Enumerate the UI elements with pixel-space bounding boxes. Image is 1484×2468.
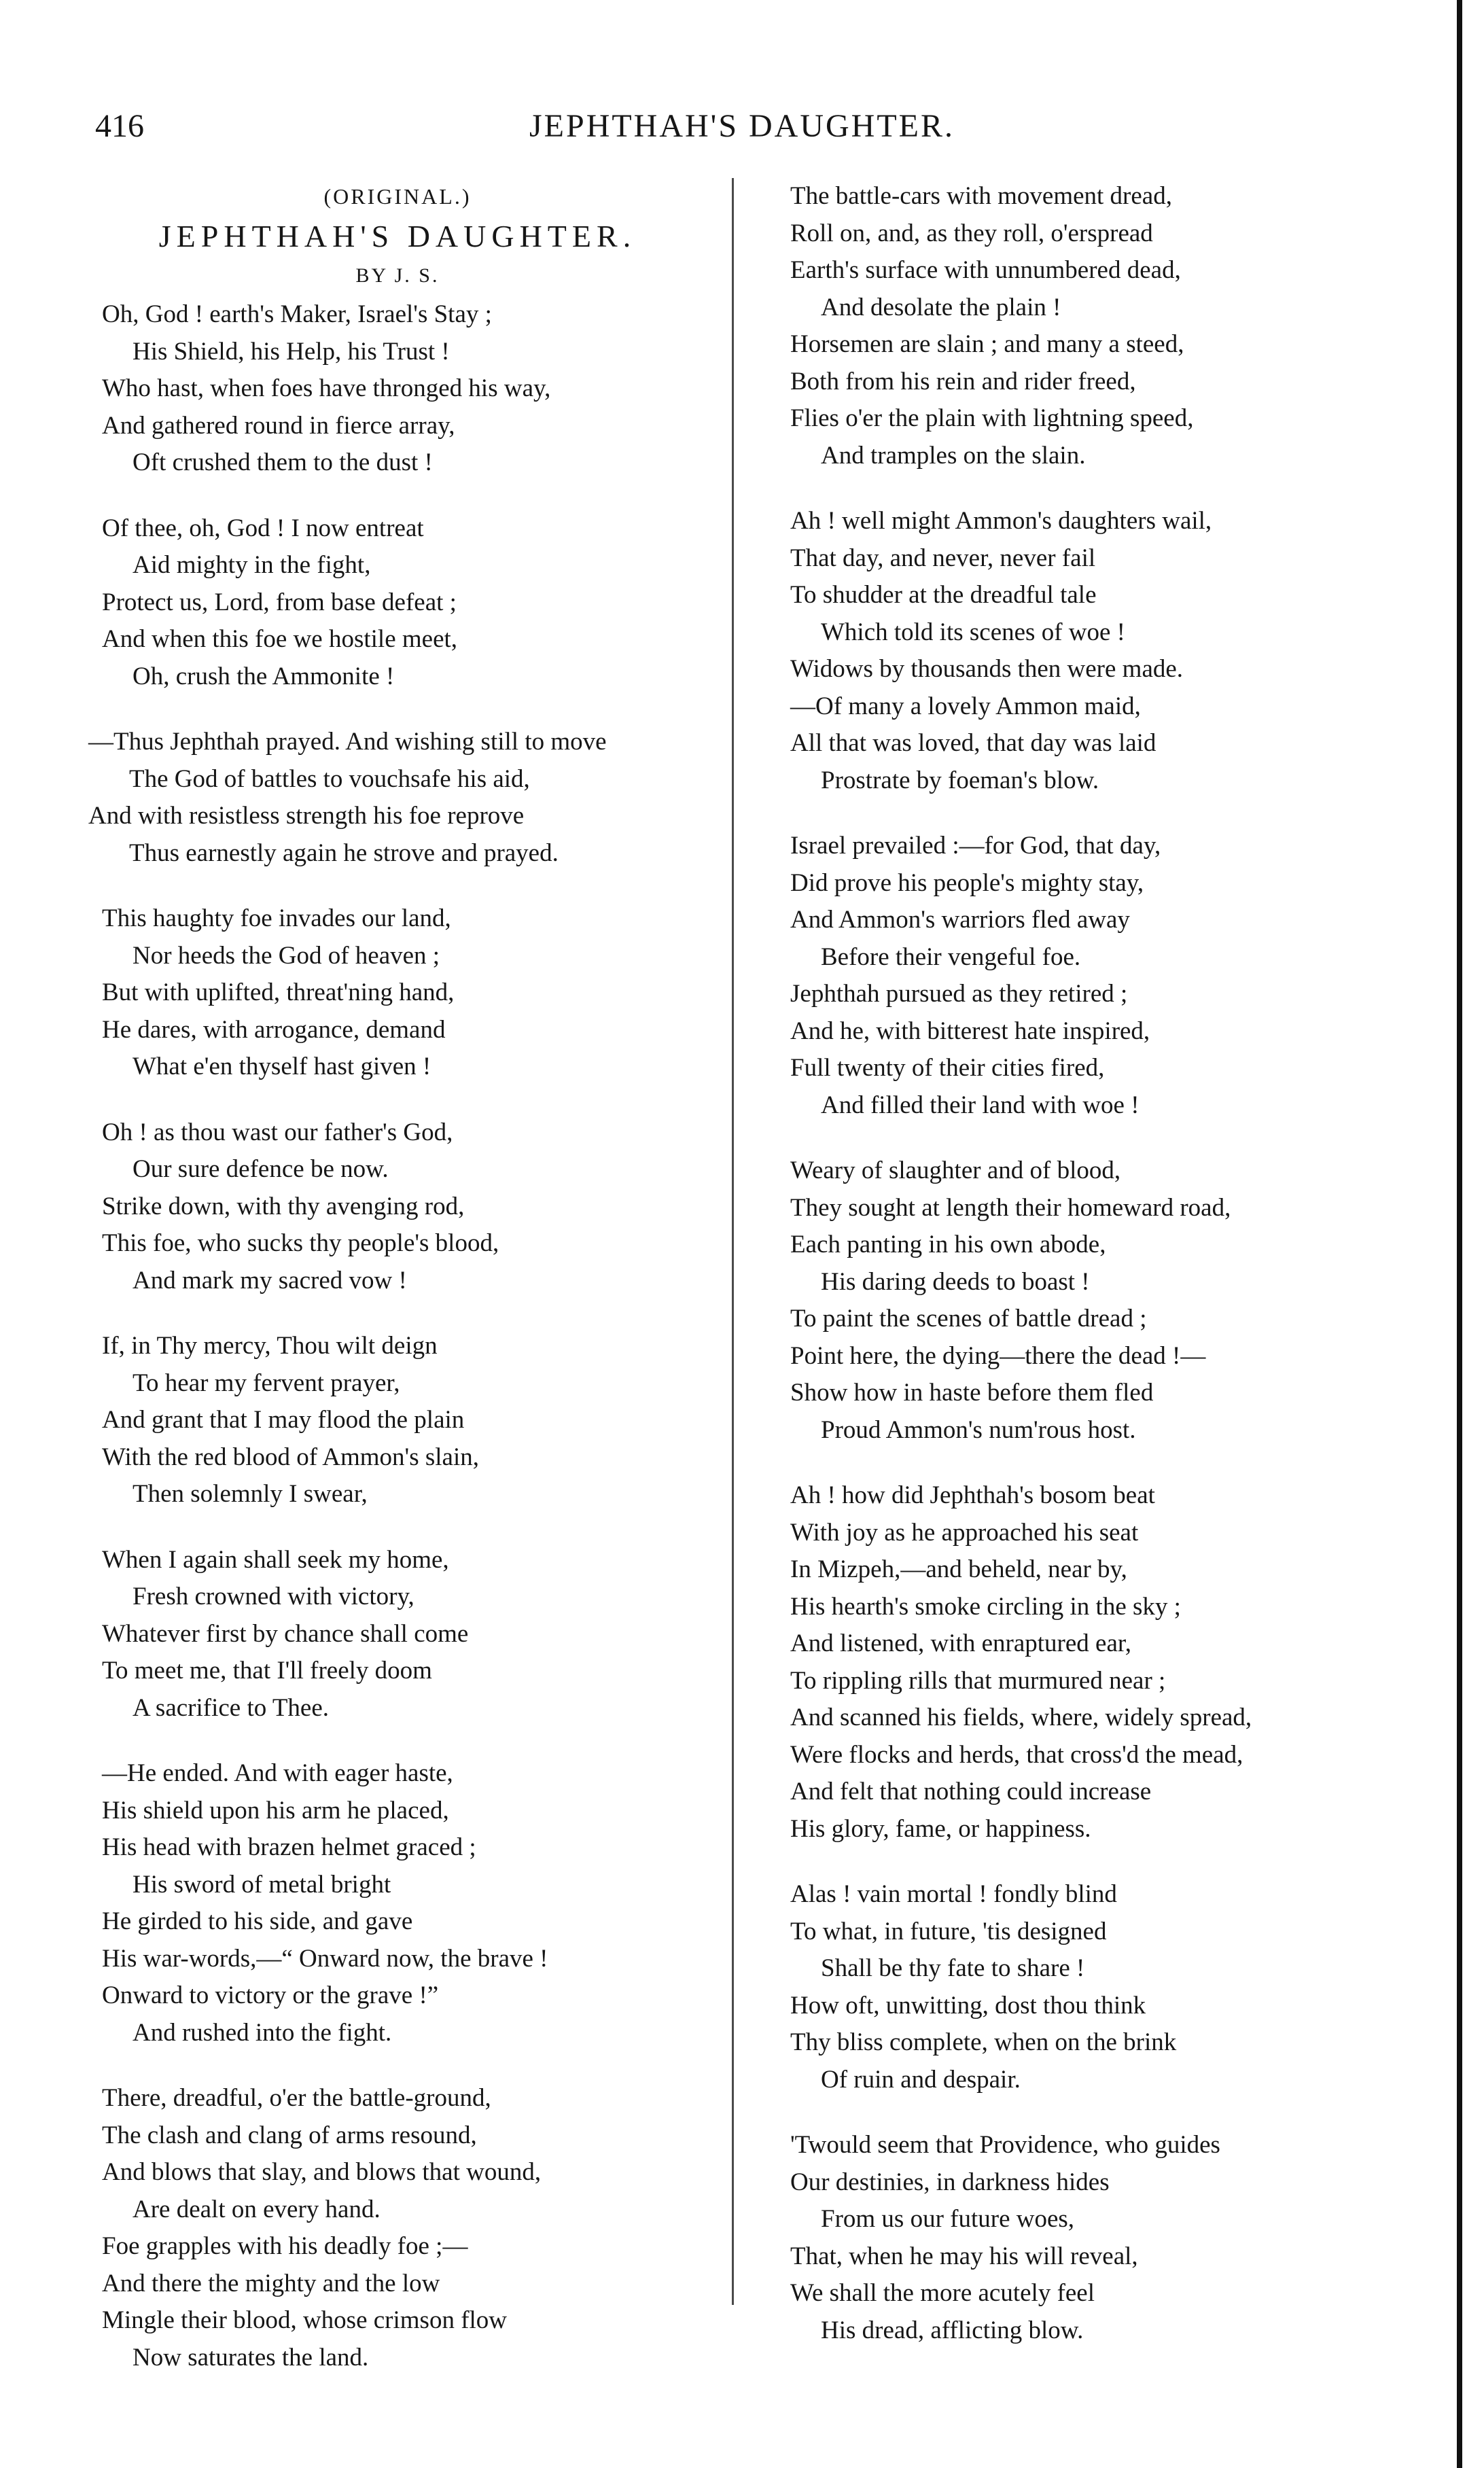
poem-line: —Thus Jephthah prayed. And wishing still to move — [88, 728, 607, 756]
stanza — [102, 510, 720, 696]
stanza — [102, 1114, 720, 1300]
poem-line: Protect us, Lord, from base defeat ; — [102, 588, 457, 616]
poem-line: And desolate the plain ! — [821, 293, 1061, 321]
poem-line: But with uplifted, threat'ning hand, — [102, 979, 455, 1006]
poem-line: We shall the more acutely feel — [790, 2279, 1095, 2307]
poem-line: The clash and clang of arms resound, — [102, 2121, 477, 2149]
poem-line: His hearth's smoke circling in the sky ; — [790, 1592, 1181, 1621]
stanza — [102, 900, 720, 1086]
poem-line: To what, in future, 'tis designed — [790, 1917, 1107, 1945]
poem-line: Of thee, oh, God ! I now entreat — [102, 514, 424, 542]
poem-line: Shall be thy fate to share ! — [821, 1954, 1085, 1982]
poem-line: Were flocks and herds, that cross'd the mead, — [790, 1740, 1243, 1769]
poem-line: Proud Ammon's num'rous host. — [821, 1415, 1136, 1444]
poem-line: Did prove his people's mighty stay, — [790, 868, 1144, 897]
poem-line: When I again shall seek my home, — [102, 1545, 449, 1574]
poem-line: And there the mighty and the low — [102, 2269, 440, 2297]
poem-line: Ah ! well might Ammon's daughters wail, — [790, 507, 1212, 535]
poem-line: Weary of slaughter and of blood, — [790, 1157, 1121, 1184]
poem-line: The God of battles to vouchsafe his aid, — [129, 764, 530, 793]
poem-line: This foe, who sucks thy people's blood, — [102, 1229, 499, 1257]
poem-line: From us our future woes, — [821, 2205, 1075, 2233]
stanza — [790, 2127, 1443, 2349]
poem-line: Of ruin and despair. — [821, 2065, 1021, 2094]
poem-line: Oh ! as thou wast our father's God, — [102, 1118, 453, 1146]
stanza — [102, 1755, 720, 2051]
poem-line: Who hast, when foes have thronged his way, — [102, 374, 551, 402]
poem-line: Widows by thousands then were made. — [790, 655, 1184, 683]
poem-line: If, in Thy mercy, Thou wilt deign — [102, 1332, 438, 1360]
poem-line: His Shield, his Help, his Trust ! — [132, 337, 450, 366]
poem-line: His head with brazen helmet graced ; — [102, 1833, 476, 1861]
poem-line: To rippling rills that murmured near ; — [790, 1666, 1166, 1695]
stanza — [102, 1542, 720, 1727]
poem-line: Horsemen are slain ; and many a steed, — [790, 330, 1184, 358]
stanza — [102, 1328, 720, 1513]
poem-line: And filled their land with woe ! — [821, 1091, 1140, 1119]
stanza — [790, 1477, 1443, 1848]
stanza — [790, 503, 1443, 799]
poem-line: What e'en thyself hast given ! — [132, 1053, 431, 1080]
poem-line: The battle-cars with movement dread, — [790, 182, 1172, 210]
poem-line: Each panting in his own abode, — [790, 1231, 1106, 1258]
poem-line: Ah ! how did Jephthah's bosom beat — [790, 1481, 1155, 1509]
poem-line: And listened, with enraptured ear, — [790, 1629, 1131, 1657]
poem-line: Before their vengeful foe. — [821, 942, 1081, 971]
poem-line: Jephthah pursued as they retired ; — [790, 980, 1128, 1008]
poem-line: Thy bliss complete, when on the brink — [790, 2028, 1177, 2056]
poem-line: —Of many a lovely Ammon maid, — [790, 692, 1141, 720]
poem-label: (ORIGINAL.) — [323, 184, 472, 209]
poem-line: His dread, afflicting blow. — [821, 2316, 1084, 2344]
poem-line: In Mizpeh,—and beheld, near by, — [790, 1555, 1127, 1583]
stanza — [790, 1152, 1443, 1449]
poem-line: And felt that nothing could increase — [790, 1778, 1152, 1805]
poem-line: To paint the scenes of battle dread ; — [790, 1305, 1147, 1333]
poem-line: Fresh crowned with victory, — [132, 1583, 414, 1610]
poem-line: And rushed into the fight. — [132, 2018, 392, 2047]
poem-line: A sacrifice to Thee. — [132, 1693, 330, 1722]
poem-byline: BY J. S. — [355, 264, 440, 287]
poem-line: And gathered round in fierce array, — [102, 411, 455, 440]
poem-line: Foe grapples with his deadly foe ;— — [102, 2232, 468, 2260]
poem-line: His daring deeds to boast ! — [821, 1267, 1090, 1296]
stanza — [102, 296, 720, 482]
poem-line: Flies o'er the plain with lightning speed, — [790, 404, 1194, 432]
poem-line: 'Twould seem that Providence, who guides — [790, 2131, 1220, 2159]
poem-line: His shield upon his arm he placed, — [102, 1796, 449, 1824]
poem-line: That, when he may his will reveal, — [790, 2242, 1138, 2270]
poem-line: And tramples on the slain. — [821, 441, 1086, 470]
poem-line: Roll on, and, as they roll, o'erspread — [790, 219, 1153, 247]
running-title: JEPHTHAH'S DAUGHTER. — [529, 108, 955, 144]
stanza — [790, 178, 1443, 474]
poem-line: And Ammon's warriors fled away — [790, 906, 1130, 934]
poem-line: And blows that slay, and blows that wound, — [102, 2158, 542, 2186]
poem-line: And scanned his fields, where, widely spread, — [790, 1704, 1252, 1731]
poem-line: Oh, crush the Ammonite ! — [132, 662, 395, 690]
poem-line: To meet me, that I'll freely doom — [102, 1657, 432, 1685]
poem-title: JEPHTHAH'S DAUGHTER. — [158, 219, 637, 253]
stanza — [102, 2080, 720, 2376]
stanza — [790, 828, 1443, 1124]
stanza — [790, 1876, 1443, 2098]
poem-line: With the red blood of Ammon's slain, — [102, 1443, 479, 1471]
poem-line: His sword of metal bright — [132, 1870, 391, 1899]
poem-line: That day, and never, never fail — [790, 544, 1096, 572]
poem-line: And mark my sacred vow ! — [132, 1266, 407, 1294]
poem-line: Our sure defence be now. — [132, 1155, 389, 1183]
poem-line: His glory, fame, or happiness. — [790, 1814, 1091, 1843]
poem-line: There, dreadful, o'er the battle-ground, — [102, 2084, 491, 2112]
poem-line: Onward to victory or the grave !” — [102, 1981, 439, 2009]
poem-line: Point here, the dying—there the dead !— — [790, 1341, 1206, 1370]
poem-line: To shudder at the dreadful tale — [790, 581, 1097, 609]
right-column — [790, 178, 1443, 2378]
poem-line: To hear my fervent prayer, — [132, 1369, 400, 1397]
poem-line: Then solemnly I swear, — [132, 1480, 368, 1508]
poem-line: This haughty foe invades our land, — [102, 904, 451, 932]
poem-line: Prostrate by foeman's blow. — [821, 766, 1099, 794]
poem-line: With joy as he approached his seat — [790, 1518, 1139, 1547]
poem-line: Whatever first by chance shall come — [102, 1619, 469, 1648]
poem-line: Both from his rein and rider freed, — [790, 367, 1136, 395]
poem-line: Are dealt on every hand. — [132, 2195, 381, 2223]
left-column — [88, 178, 720, 2405]
poem-line: Aid mighty in the fight, — [132, 551, 371, 579]
poem-line: They sought at length their homeward road, — [790, 1193, 1231, 1222]
page-edge-shadow — [1457, 0, 1462, 2468]
column-divider — [732, 178, 734, 2305]
poem-line: He girded to his side, and gave — [102, 1907, 413, 1935]
poem-line: Our destinies, in darkness hides — [790, 2168, 1110, 2196]
poem-line: —He ended. And with eager haste, — [102, 1759, 453, 1787]
poem-line: His war-words,—“ Onward now, the brave ! — [102, 1944, 548, 1973]
poem-line: Full twenty of their cities fired, — [790, 1054, 1105, 1082]
poem-line: And when this foe we hostile meet, — [102, 625, 458, 653]
poem-line: He dares, with arrogance, demand — [102, 1015, 446, 1044]
poem-line: Mingle their blood, whose crimson flow — [102, 2306, 508, 2334]
poem-line: Oft crushed them to the dust ! — [132, 448, 433, 476]
page-number: 416 — [95, 108, 144, 144]
prose-interlude — [88, 724, 720, 872]
poem-line: Oh, God ! earth's Maker, Israel's Stay ; — [102, 300, 492, 328]
poem-line: Which told its scenes of woe ! — [821, 618, 1125, 646]
poem-line: Earth's surface with unnumbered dead, — [790, 256, 1181, 284]
poem-line: And with resistless strength his foe reprove — [88, 802, 525, 830]
poem-line: Show how in haste before them fled — [790, 1379, 1154, 1407]
poem-line: How oft, unwitting, dost thou think — [790, 1991, 1146, 2020]
poem-line: Israel prevailed :—for God, that day, — [790, 832, 1161, 860]
poem-line: Alas ! vain mortal ! fondly blind — [790, 1880, 1117, 1908]
poem-line: Thus earnestly again he strove and prayed. — [129, 839, 559, 867]
poem-line: And grant that I may flood the plain — [102, 1406, 465, 1434]
poem-line: Strike down, with thy avenging rod, — [102, 1192, 465, 1220]
poem-line: Now saturates the land. — [132, 2343, 369, 2372]
poem-line: All that was loved, that day was laid — [790, 729, 1156, 757]
poem-line: Nor heeds the God of heaven ; — [132, 941, 440, 970]
poem-line: And he, with bitterest hate inspired, — [790, 1017, 1150, 1045]
